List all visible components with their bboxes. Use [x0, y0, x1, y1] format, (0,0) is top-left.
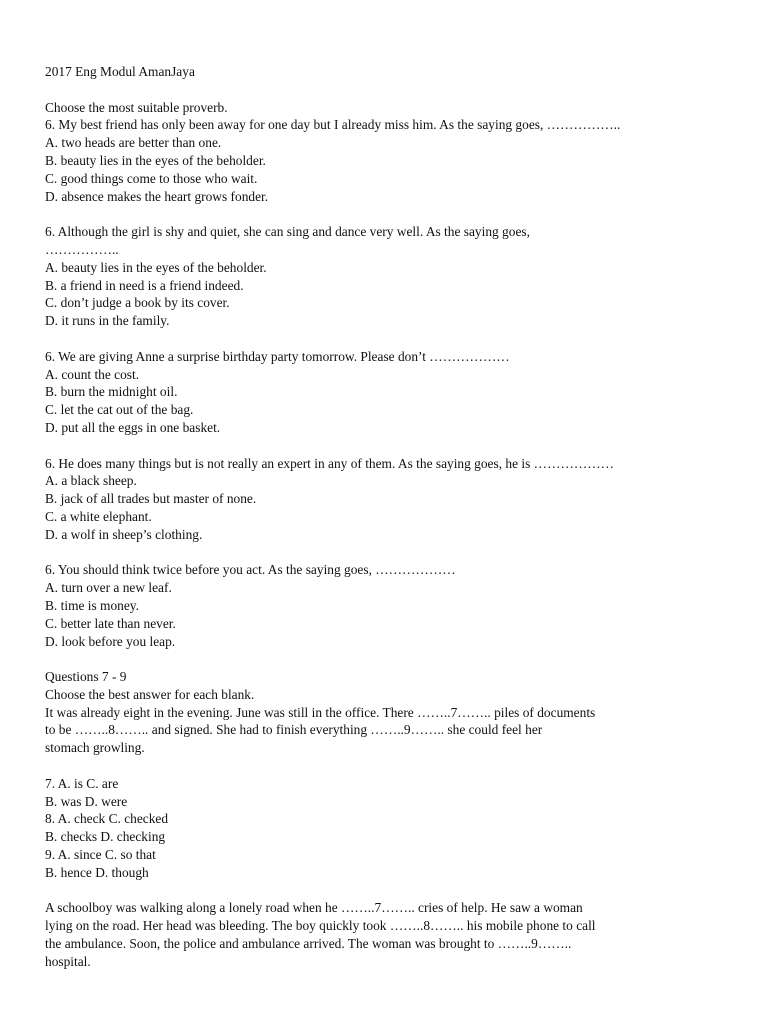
option-a: A. turn over a new leaf. — [45, 580, 172, 596]
question-stem: 6. Although the girl is shy and quiet, she can sing and dance very well. As the saying goes, — [45, 224, 530, 240]
passage-line: A schoolboy was walking along a lonely road when he ……..7…….. cries of help. He saw a woman — [45, 900, 583, 916]
option-a: A. two heads are better than one. — [45, 135, 222, 151]
section2-instruction: Choose the best answer for each blank. — [45, 686, 255, 702]
answer-line: B. hence D. though — [45, 864, 149, 880]
option-d: D. a wolf in sheep’s clothing. — [45, 526, 203, 542]
option-c: C. good things come to those who wait. — [45, 170, 258, 186]
answer-line: 9. A. since C. so that — [45, 847, 156, 863]
option-b: B. a friend in need is a friend indeed. — [45, 277, 244, 293]
option-b: B. burn the midnight oil. — [45, 384, 178, 400]
option-b: B. jack of all trades but master of none. — [45, 491, 257, 507]
option-b: B. time is money. — [45, 597, 139, 613]
passage-line: It was already eight in the evening. June was still in the office. There ……..7…….. piles of documents — [45, 704, 596, 720]
answer-choices — [45, 775, 735, 882]
passage-line: stomach growling. — [45, 740, 145, 756]
question-block — [45, 561, 735, 650]
cloze-passage-2 — [45, 899, 735, 970]
question-stem: 6. My best friend has only been away for one day but I already miss him. As the saying goes, …………….. — [45, 117, 621, 133]
passage-line: lying on the road. Her head was bleeding. The boy quickly took ……..8…….. his mobile phone to call — [45, 918, 596, 934]
document-page — [45, 63, 735, 971]
answer-line: B. checks D. checking — [45, 829, 166, 845]
passage-line: hospital. — [45, 953, 91, 969]
question-stem: 6. We are giving Anne a surprise birthday party tomorrow. Please don’t ……………… — [45, 348, 510, 364]
question-stem: 6. You should think twice before you act. As the saying goes, ……………… — [45, 562, 456, 578]
section1-instruction: Choose the most suitable proverb. — [45, 99, 228, 115]
option-a: A. a black sheep. — [45, 473, 137, 489]
option-d: D. look before you leap. — [45, 633, 176, 649]
answer-line: 8. A. check C. checked — [45, 811, 169, 827]
option-c: C. better late than never. — [45, 615, 176, 631]
option-a: A. count the cost. — [45, 366, 140, 382]
question-stem-continuation: …………….. — [45, 241, 119, 257]
answer-line: 7. A. is C. are — [45, 775, 119, 791]
question-block — [45, 348, 735, 437]
passage-line: to be ……..8…….. and signed. She had to finish everything ……..9…….. she could feel her — [45, 722, 543, 738]
question-block — [45, 116, 735, 205]
question-stem: 6. He does many things but is not really an expert in any of them. As the saying goes, he is ……………… — [45, 455, 615, 471]
cloze-passage — [45, 704, 735, 757]
option-c: C. let the cat out of the bag. — [45, 402, 194, 418]
section2-title: Questions 7 - 9 — [45, 669, 127, 685]
answer-line: B. was D. were — [45, 793, 128, 809]
option-c: C. a white elephant. — [45, 508, 152, 524]
question-block — [45, 223, 735, 330]
option-d: D. absence makes the heart grows fonder. — [45, 188, 269, 204]
passage-line: the ambulance. Soon, the police and ambulance arrived. The woman was brought to ……..9…….. — [45, 936, 572, 952]
option-d: D. put all the eggs in one basket. — [45, 419, 221, 435]
option-b: B. beauty lies in the eyes of the beholder. — [45, 152, 266, 168]
option-d: D. it runs in the family. — [45, 313, 170, 329]
option-c: C. don’t judge a book by its cover. — [45, 295, 230, 311]
option-a: A. beauty lies in the eyes of the beholder. — [45, 259, 267, 275]
document-header: 2017 Eng Modul AmanJaya — [45, 64, 195, 79]
question-block — [45, 455, 735, 544]
